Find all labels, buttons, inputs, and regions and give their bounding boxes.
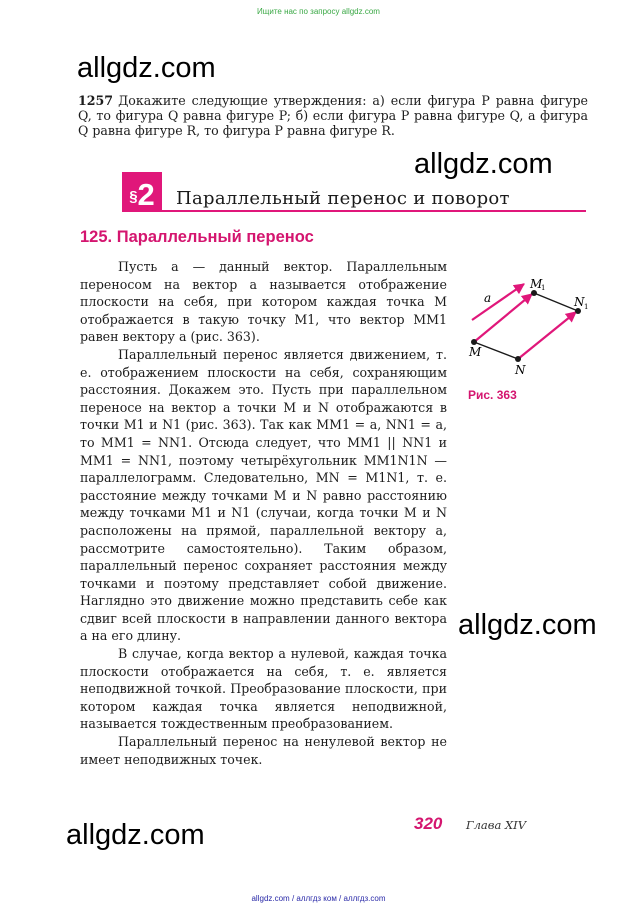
page-number: 320 <box>414 814 443 833</box>
watermark: allgdz.com <box>77 52 216 84</box>
vector-nn1-arrow <box>518 312 576 359</box>
label-n1: N <box>574 295 585 309</box>
label-n1-sub: 1 <box>584 303 589 311</box>
top-note: Ищите нас по запросу allgdz.com <box>257 7 380 16</box>
paragraph-1: Пусть a — данный вектор. Параллельным переносом на вектор a называется отображение плоскости на себя, при котором каждая точка M отображается в такую точку M1, что вектор MM1 равен вектору a (рис. 363). <box>80 259 447 345</box>
section-title: Параллельный перенос и поворот <box>176 188 510 209</box>
watermark: allgdz.com <box>66 819 205 851</box>
section-symbol: § <box>129 188 138 205</box>
label-m1: M <box>530 277 543 291</box>
chapter-label: Глава XIV <box>466 818 527 832</box>
vector-mm1-arrow <box>474 294 532 342</box>
point-n <box>515 356 521 362</box>
label-a: a <box>484 291 492 305</box>
exercise-text: Докажите следующие утверждения: а) если фигура P равна фигуре Q, то фигура Q равна фигуре P; б) если фигура P равна фигуре Q, а фигура Q равна фигуре R, то фигура P равна фигуре R. <box>78 93 588 138</box>
section-badge <box>122 172 162 212</box>
figure-363 <box>462 276 592 386</box>
exercise-1257 <box>78 94 588 138</box>
paragraph-2: Параллельный перенос является движением, т. е. отображением плоскости на себя, сохраняющим расстояния. Докажем это. Пусть при параллельном переносе на вектор a точки M и N отображаются в точки M1 и N1 (рис. 363). Так как MM1 = a, NN1 = a, то MM1 = NN1. Отсюда следует, что MM1 || NN1 и MM1 = NN1, поэтому четырёхугольник MM1N1N — параллелограмм. Следовательно, MN = M1N1, т. е. расстояние между точками M и N равно расстоянию между точками M1 и N1 (случаи, когда точки M и N расположены на прямой, параллельной вектору a, рассмотрите самостоятельно). Таким образом, параллельный перенос сохраняет расстояния между точками и поэтому представляет собой движение. Наглядно это движение можно представить себе как сдвиг всей плоскости в направлении данного вектора a на его длину. <box>80 346 447 644</box>
subsection-title: Параллельный перенос <box>116 228 314 246</box>
subsection-heading <box>80 228 314 247</box>
segment-m1n1 <box>534 293 578 311</box>
body-text <box>80 258 447 768</box>
section-underline <box>162 210 586 212</box>
section-number: 2 <box>137 177 155 212</box>
figure-caption: Рис. 363 <box>468 388 517 402</box>
label-n: N <box>515 363 526 377</box>
exercise-number: 1257 <box>78 93 114 108</box>
watermark: allgdz.com <box>414 148 553 180</box>
paragraph-3: В случае, когда вектор a нулевой, каждая точка плоскости отображается на себя, т. е. является неподвижной точкой. Преобразование плоскости, при котором каждая точка является неподвижной, называется тождественным преобразованием. <box>80 646 447 732</box>
label-m1-sub: 1 <box>541 284 546 292</box>
subsection-number: 125. <box>80 228 113 246</box>
vector-a-arrow <box>472 284 524 320</box>
watermark: allgdz.com <box>458 609 597 641</box>
label-m: M <box>469 345 482 359</box>
paragraph-4: Параллельный перенос на ненулевой вектор не имеет неподвижных точек. <box>80 734 447 767</box>
footer-note: allgdz.com / аллгдз ком / аллгдз.com <box>251 894 386 903</box>
